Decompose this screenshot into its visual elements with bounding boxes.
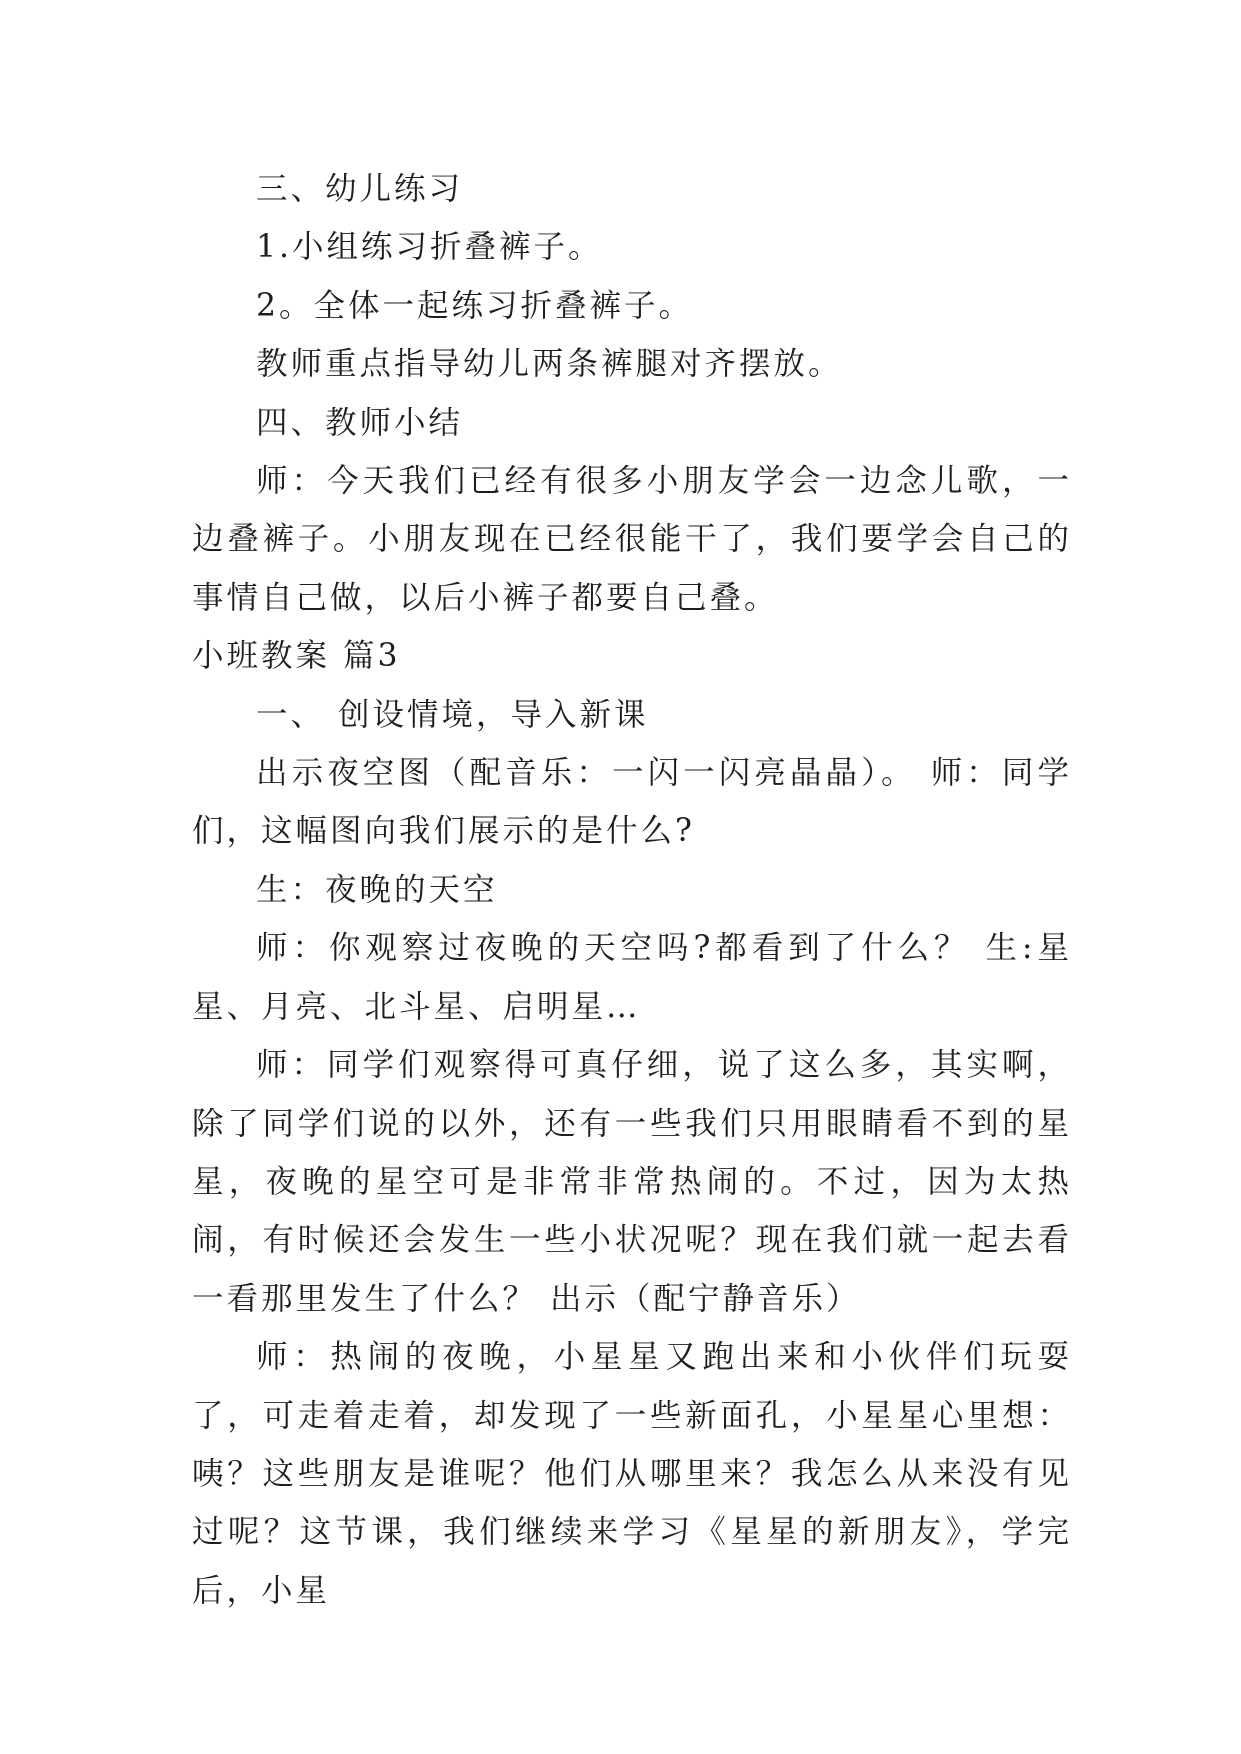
- paragraph-teacher-question: 师：你观察过夜晚的天空吗?都看到了什么？ 生:星星、月亮、北斗星、启明星…: [192, 930, 1072, 1025]
- paragraph-student-answer: 生：夜晚的天空: [256, 871, 498, 908]
- lesson-plan-heading: 小班教案 篇3: [192, 638, 401, 675]
- section-heading-summary: 四、教师小结: [256, 404, 464, 441]
- paragraph-teacher-observation: 师：同学们观察得可真仔细，说了这么多，其实啊，除了同学们说的以外，还有一些我们只用眼睛看不到的星星，夜晚的星空可是非常非常热闹的。不过，因为太热闹，有时候还会发生一些小状况呢？现在我们就一起去看一看那里发生了什么？ 出示（配宁静音乐）: [192, 1047, 1072, 1317]
- section-heading-introduction: 一、 创设情境，导入新课: [256, 696, 649, 733]
- paragraph-teacher-summary: 师：今天我们已经有很多小朋友学会一边念儿歌，一边叠裤子。小朋友现在已经很能干了，我们要学会自己的事情自己做，以后小裤子都要自己叠。: [192, 463, 1072, 616]
- paragraph-teacher-guidance: 教师重点指导幼儿两条裤腿对齐摆放。: [256, 346, 843, 383]
- list-item-whole-class-practice: 2。全体一起练习折叠裤子。: [256, 287, 694, 324]
- paragraph-teacher-story: 师：热闹的夜晚，小星星又跑出来和小伙伴们玩耍了，可走着走着，却发现了一些新面孔，小星星心里想：咦？这些朋友是谁呢？他们从哪里来？我怎么从来没有见过呢？这节课，我们继续来学习《星星的新朋友》，学完后，小星: [192, 1339, 1072, 1609]
- section-heading-practice: 三、幼儿练习: [256, 171, 464, 207]
- paragraph-show-night-sky: 出示夜空图（配音乐：一闪一闪亮晶晶）。 师：同学们，这幅图向我们展示的是什么?: [192, 755, 1072, 850]
- document-body: [192, 160, 1072, 1620]
- list-item-group-practice: 1.小组练习折叠裤子。: [256, 229, 603, 266]
